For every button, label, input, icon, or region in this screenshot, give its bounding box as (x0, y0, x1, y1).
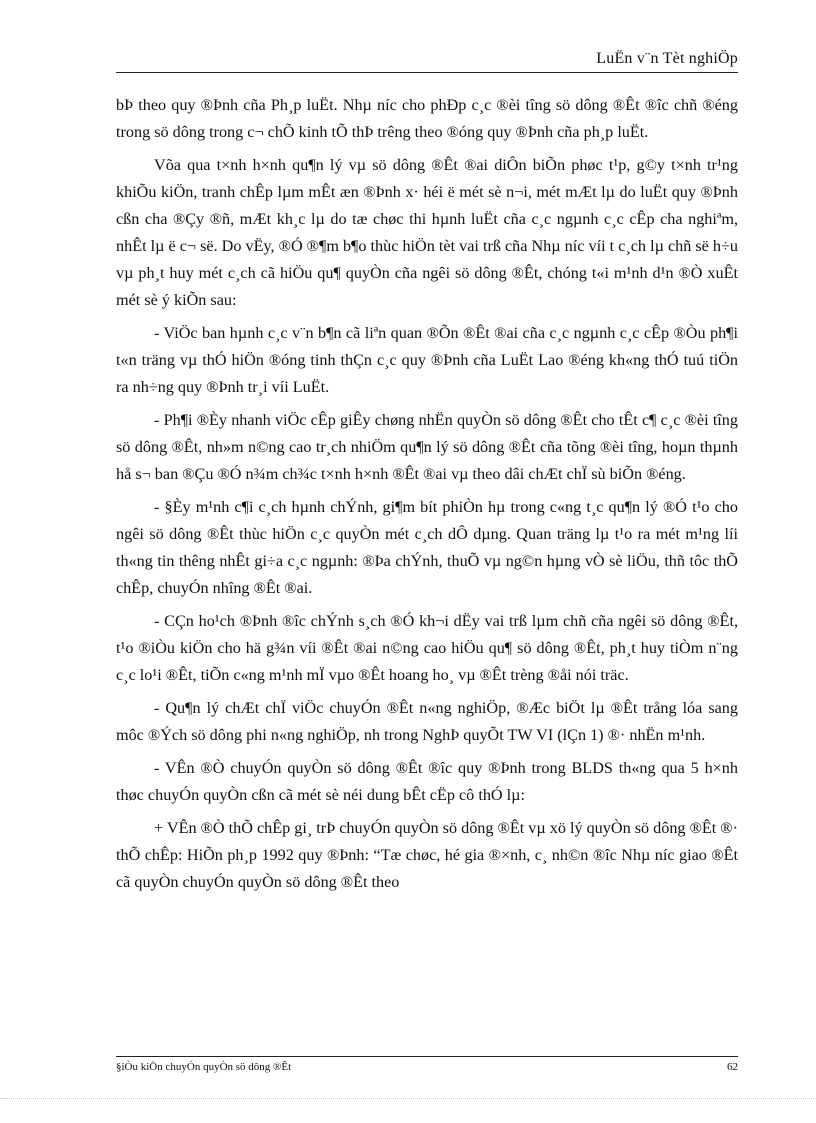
page-bottom-dotted-line (0, 1098, 816, 1099)
paragraph-bullet: - Ph¶i ®Èy nhanh viÖc cÊp giÊy chøng nhËn quyÒn sö dông ®Êt cho tÊt c¶ c¸c ®èi tîng sö dông ®Êt, nh»m n©ng cao tr¸ch nhiÖm qu¶n lý sö dông ®Êt cña tõng ®èi tîng, hoµn thµnh hå s¬ ban ®Çu ®Ó n¾m ch¾c t×nh h×nh ®Êt ®ai vµ theo dâi chÆt chÏ sù biÕn ®éng. (116, 411, 738, 483)
paragraph-bullet: - §Èy m¹nh c¶i c¸ch hµnh chÝnh, gi¶m bít phiÒn hµ trong c«ng t¸c qu¶n lý ®Ó t¹o cho ngêi sö dông ®Êt thùc hiÖn c¸c quyÒn mét c¸ch dÔ dµng. Quan träng lµ t¹o ra mét m¹ng líi th«ng tin thêng nhÊt gi÷a c¸c ngµnh: ®Þa chÝnh, thuÕ vµ ng©n hµng vÒ sè liÖu, thñ tôc thÕ chÊp, chuyÓn nhîng ®Êt ®ai. (116, 498, 738, 597)
paragraph-bullet: - VÊn ®Ò chuyÓn quyÒn sö dông ®Êt ®îc quy ®Þnh trong BLDS th«ng qua 5 h×nh thøc chuyÓn quyÒn cßn cã mét sè néi dung bÊt cËp cô thÓ lµ: (116, 759, 738, 804)
paragraph-bullet: - ViÖc ban hµnh c¸c v¨n b¶n cã liªn quan ®Õn ®Êt ®ai cña c¸c ngµnh c¸c cÊp ®Òu ph¶i t«n träng vµ thÓ hiÖn ®óng tinh thÇn c¸c quy ®Þnh cña LuËt Lao ®éng kh«ng thÓ tuú tiÖn ra nh÷ng quy ®Þnh tr¸i víi LuËt. (116, 324, 738, 396)
running-footer-title: §iÒu kiÖn chuyÓn quyÒn sö dông ®Êt (116, 1061, 292, 1073)
header-divider (116, 72, 738, 73)
paragraph-bullet: - Qu¶n lý chÆt chÏ viÖc chuyÓn ®Êt n«ng nghiÖp, ®Æc biÖt lµ ®Êt trång lóa sang môc ®Ých sö dông phi n«ng nghiÖp, nh trong NghÞ quyÕt TW VI (lÇn 1) ®· nhËn m¹nh. (116, 699, 738, 744)
document-body (116, 92, 738, 902)
paragraph-subitem: + VÊn ®Ò thÕ chÊp gi¸ trÞ chuyÓn quyÒn sö dông ®Êt vµ xö lý quyÒn sö dông ®Êt ®· thÕ chÊp: HiÕn ph¸p 1992 quy ®Þnh: “Tæ chøc, hé gia ®×nh, c¸ nh©n ®îc Nhµ níc giao ®Êt cã quyÒn chuyÓn quyÒn sö dông ®Êt theo (116, 819, 738, 891)
footer-divider (116, 1056, 738, 1057)
paragraph: Võa qua t×nh h×nh qu¶n lý vµ sö dông ®Êt ®ai diÔn biÕn phøc t¹p, g©y t×nh tr¹ng khiÕu kiÖn, tranh chÊp lµm mÊt æn ®Þnh x· héi ë mét sè n¬i, mét mÆt lµ do luËt quy ®Þnh cßn cha ®Çy ®ñ, mÆt kh¸c lµ do tæ chøc thi hµnh luËt cña c¸c ngµnh c¸c cÊp cha nghiªm, nhÊt lµ ë c¬ së. Do vËy, ®Ó ®¶m b¶o thùc hiÖn tèt vai trß cña Nhµ níc víi t c¸ch lµ chñ së h÷u vµ ph¸t huy mét c¸ch cã hiÖu qu¶ quyÒn cña ngêi sö dông ®Êt, chóng t«i m¹nh d¹n ®Ò xuÊt mét sè ý kiÕn sau: (116, 156, 738, 309)
paragraph-continuation: bÞ theo quy ®Þnh cña Ph¸p luËt. Nhµ níc cho phÐp c¸c ®èi tîng sö dông ®Êt ®îc chñ ®éng trong sö dông trong c¬ chÕ kinh tÕ thÞ trêng theo ®óng quy ®Þnh cña ph¸p luËt. (116, 96, 738, 141)
paragraph-bullet: - CÇn ho¹ch ®Þnh ®îc chÝnh s¸ch ®Ó kh¬i dËy vai trß lµm chñ cña ngêi sö dông ®Êt, t¹o ®iÒu kiÖn cho hä g¾n víi ®Êt ®ai n©ng cao hiÖu qu¶ sö dông ®Êt, ph¸t huy tiÒm n¨ng c¸c lo¹i ®Êt, tiÕn c«ng m¹nh mÏ vµo ®Êt hoang ho¸ vµ ®Êt trèng ®åi nói träc. (116, 612, 738, 684)
page-number: 62 (727, 1061, 738, 1073)
running-header-title: LuËn v¨n Tèt nghiÖp (596, 50, 738, 67)
